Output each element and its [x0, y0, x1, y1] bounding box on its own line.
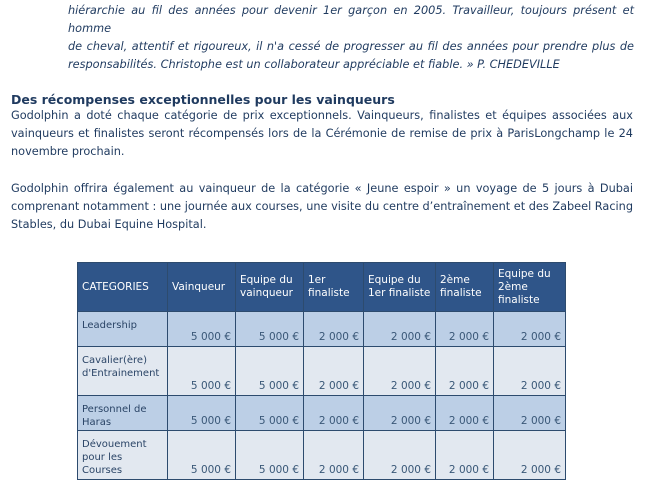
value-cell: 5 000 €	[168, 396, 236, 431]
value-cell: 2 000 €	[304, 312, 364, 347]
testimonial-quote	[68, 2, 634, 74]
value-cell: 2 000 €	[494, 312, 566, 347]
value-cell: 5 000 €	[168, 312, 236, 347]
table-row	[78, 396, 566, 431]
value-cell: 5 000 €	[236, 396, 304, 431]
value-cell: 2 000 €	[436, 431, 494, 480]
value-cell: 2 000 €	[364, 396, 436, 431]
value-cell: 2 000 €	[304, 347, 364, 396]
header-cell-vainqueur: Vainqueur	[168, 263, 236, 312]
header-cell-1er-finaliste: 1er finaliste	[304, 263, 364, 312]
prizes-paragraph	[11, 107, 633, 161]
header-cell-equipe-2eme-finaliste: Equipe du 2ème finaliste	[494, 263, 566, 312]
value-cell: 2 000 €	[364, 347, 436, 396]
section-heading: Des récompenses exceptionnelles pour les vainqueurs	[11, 92, 395, 107]
table-header-row	[78, 263, 566, 312]
quote-line: de cheval, attentif et rigoureux, il n'a cessé de progresser au fil des années pour prendre plus de	[68, 40, 634, 53]
header-cell-equipe-1er-finaliste: Equipe du 1er finaliste	[364, 263, 436, 312]
value-cell: 2 000 €	[436, 312, 494, 347]
paragraph-line: Godolphin offrira également au vainqueur de la catégorie « Jeune espoir » un voyage de 5 jours à Dubai	[11, 182, 633, 195]
table-row	[78, 431, 566, 480]
paragraph-line: Stables, du Dubai Equine Hospital.	[11, 218, 207, 231]
value-cell: 5 000 €	[168, 431, 236, 480]
value-cell: 2 000 €	[364, 431, 436, 480]
quote-line: hiérarchie au fil des années pour devenir 1er garçon en 2005. Travailleur, toujours présent et homme	[68, 4, 634, 35]
quote-line: responsabilités. Christophe est un collaborateur appréciable et fiable. » P. CHEDEVILLE	[68, 58, 560, 71]
value-cell: 2 000 €	[494, 431, 566, 480]
value-cell: 2 000 €	[494, 396, 566, 431]
value-cell: 2 000 €	[304, 396, 364, 431]
header-cell-2eme-finaliste: 2ème finaliste	[436, 263, 494, 312]
value-cell: 2 000 €	[304, 431, 364, 480]
value-cell: 2 000 €	[436, 396, 494, 431]
paragraph-line: comprenant notamment : une journée aux courses, une visite du centre d’entraînement et des Zabeel Racing	[11, 200, 634, 213]
trip-paragraph	[11, 180, 633, 234]
header-cell-equipe-vainqueur: Equipe du vainqueur	[236, 263, 304, 312]
value-cell: 2 000 €	[436, 347, 494, 396]
category-cell: Cavalier(ère) d'Entrainement	[78, 347, 168, 396]
paragraph-line: vainqueurs et finalistes seront récompensés lors de la Cérémonie de remise de prix à ParisLongchamp le 24	[11, 127, 633, 140]
table-row	[78, 312, 566, 347]
category-cell: Leadership	[78, 312, 168, 347]
value-cell: 2 000 €	[364, 312, 436, 347]
value-cell: 5 000 €	[236, 347, 304, 396]
table-row	[78, 347, 566, 396]
header-cell-categories: CATEGORIES	[78, 263, 168, 312]
value-cell: 2 000 €	[494, 347, 566, 396]
prize-table	[77, 262, 566, 480]
value-cell: 5 000 €	[168, 347, 236, 396]
category-cell: Dévouement pour les Courses	[78, 431, 168, 480]
category-cell: Personnel de Haras	[78, 396, 168, 431]
paragraph-line: novembre prochain.	[11, 145, 125, 158]
value-cell: 5 000 €	[236, 431, 304, 480]
value-cell: 5 000 €	[236, 312, 304, 347]
paragraph-line: Godolphin a doté chaque catégorie de prix exceptionnels. Vainqueurs, finalistes et équipes associées aux	[11, 109, 633, 122]
